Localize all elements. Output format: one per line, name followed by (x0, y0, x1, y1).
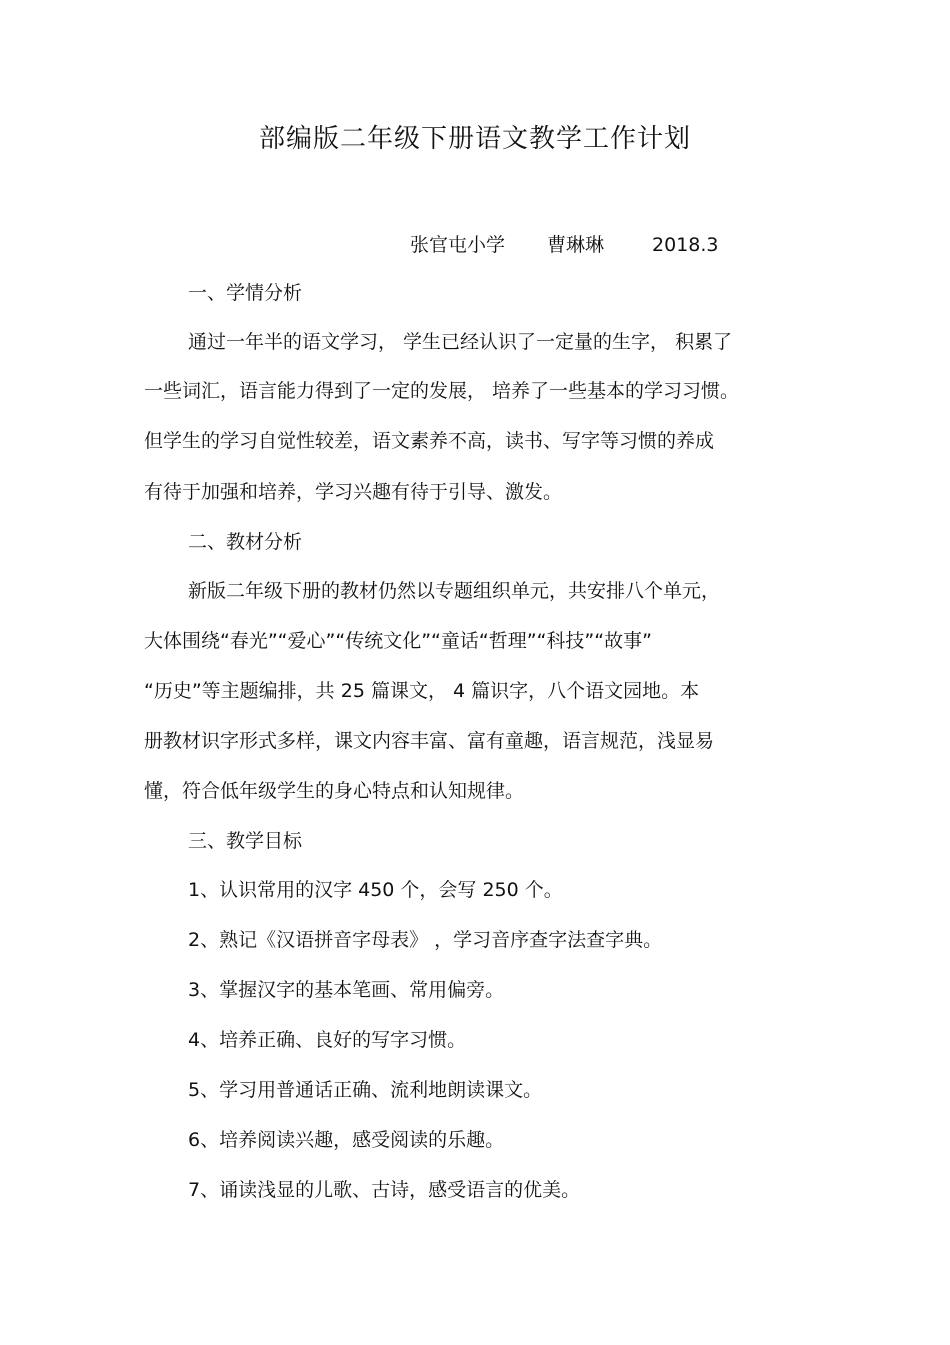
document-date: 2018.3 (652, 234, 719, 256)
paragraph-line: 册教材识字形式多样，课文内容丰富、富有童趣，语言规范，浅显易 (144, 730, 715, 752)
goal-item: 6、培养阅读兴趣，感受阅读的乐趣。 (188, 1129, 505, 1151)
goal-item: 2、熟记《汉语拼音字母表》 ，学习音序查字法查字典。 (188, 929, 663, 951)
paragraph-line: “历史”等主题编排，共 25 篇课文， 4 篇识字，八个语文园地。本 (144, 680, 700, 702)
school-name: 张官屯小学 (410, 234, 506, 256)
paragraph-line: 大体围绕“春光”“爱心”“传统文化”“童话“哲理”“科技”“故事” (144, 630, 652, 652)
paragraph-line: 懂，符合低年级学生的身心特点和认知规律。 (144, 780, 525, 802)
goal-item: 1、认识常用的汉字 450 个，会写 250 个。 (188, 879, 563, 901)
goal-item: 4、培养正确、良好的写字习惯。 (188, 1029, 467, 1051)
paragraph-line: 有待于加强和培养，学习兴趣有待于引导、激发。 (144, 481, 563, 503)
section-heading-1: 一、学情分析 (188, 282, 303, 304)
paragraph-line: 一些词汇，语言能力得到了一定的发展， 培养了一些基本的学习习惯。 (144, 380, 740, 402)
author-line (410, 230, 719, 257)
section-heading-2: 二、教材分析 (188, 531, 303, 553)
goal-item: 3、掌握汉字的基本笔画、常用偏旁。 (188, 979, 505, 1001)
paragraph-line: 新版二年级下册的教材仍然以专题组织单元，共安排八个单元， (188, 580, 721, 602)
goal-item: 5、学习用普通话正确、流利地朗读课文。 (188, 1079, 543, 1101)
paragraph-line: 但学生的学习自觉性较差，语文素养不高，读书、写字等习惯的养成 (144, 430, 715, 452)
author-name: 曹琳琳 (547, 234, 605, 256)
goal-item: 7、诵读浅显的儿歌、古诗，感受语言的优美。 (188, 1179, 581, 1201)
section-heading-3: 三、教学目标 (188, 830, 303, 852)
paragraph-line: 通过一年半的语文学习， 学生已经认识了一定量的生字， 积累了 (188, 331, 733, 353)
document-title: 部编版二年级下册语文教学工作计划 (258, 124, 691, 154)
